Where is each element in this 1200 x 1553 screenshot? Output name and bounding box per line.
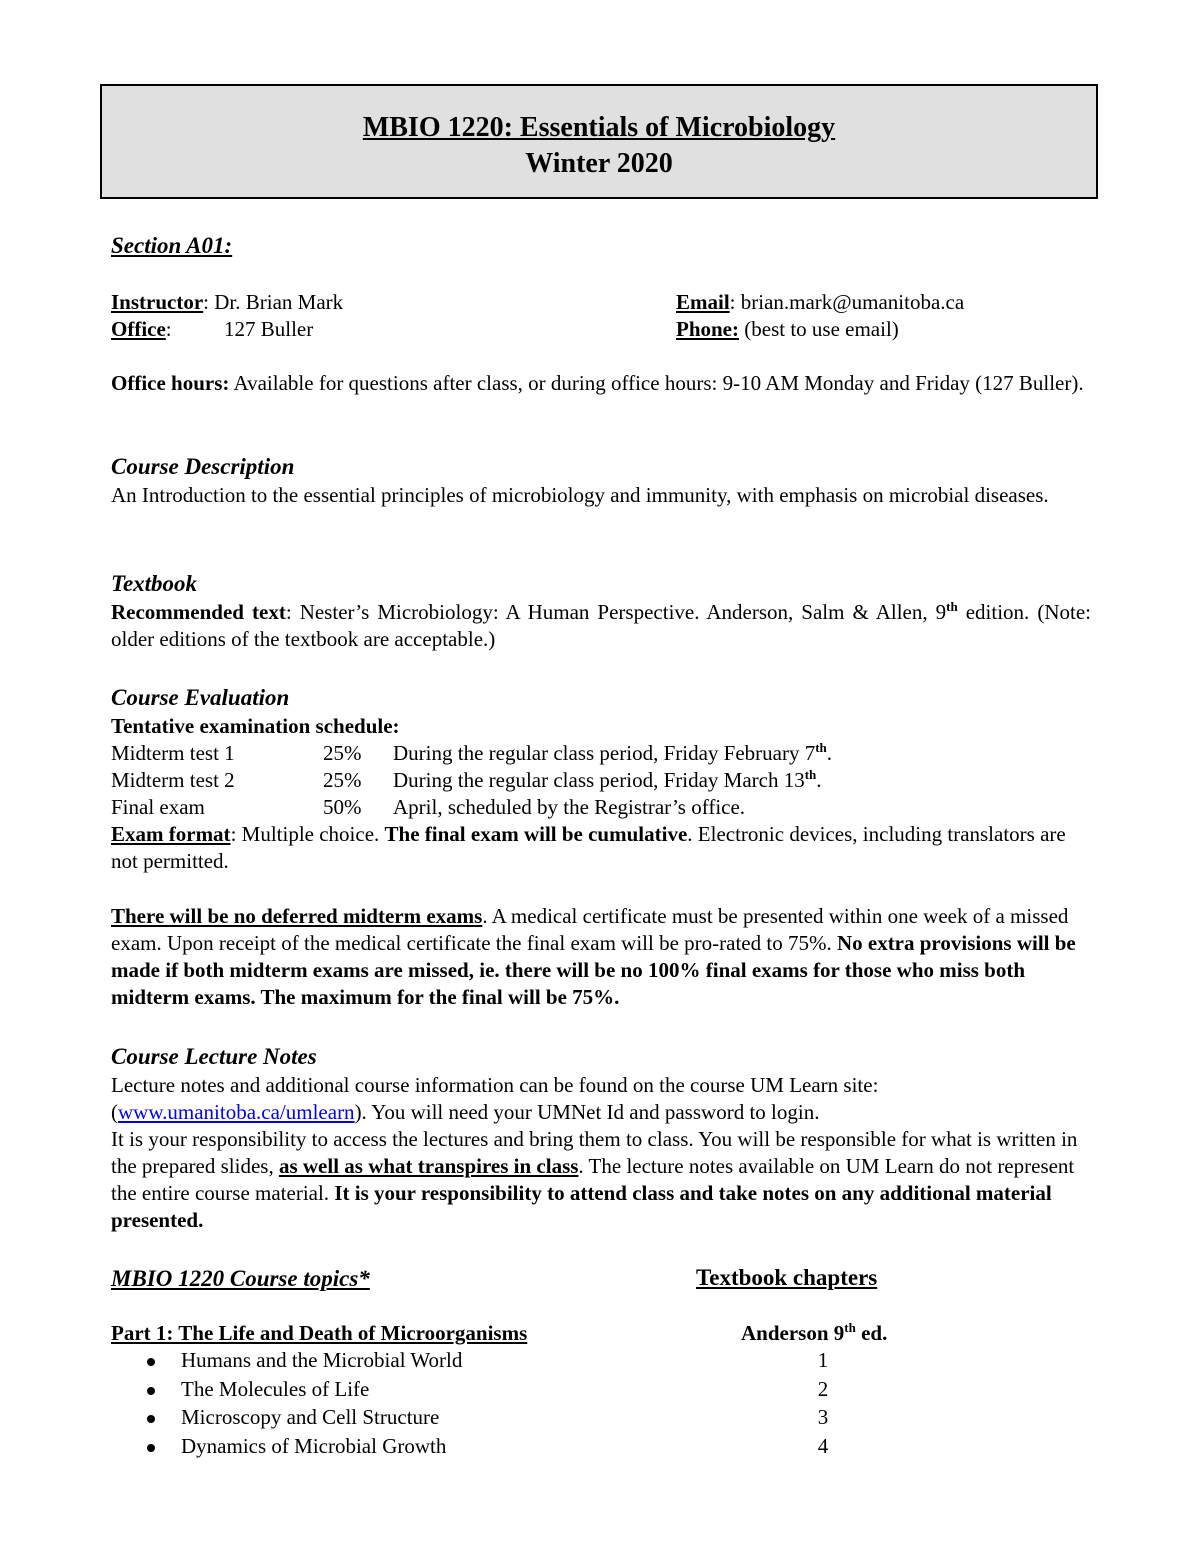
section-heading: Section A01:: [111, 233, 233, 258]
exam-desc-text: During the regular class period, Friday February 7: [393, 741, 816, 765]
edition-label: [741, 1320, 887, 1347]
exam-weight: 50%: [323, 795, 362, 819]
title-box: [100, 84, 1098, 199]
exam-desc: [393, 740, 832, 767]
lecture-notes-text3: It is your responsibility to access the lectures and bring them to class. You will be responsible for what is written in the prepared slides,: [111, 1127, 1078, 1178]
office-colon: :: [165, 317, 172, 341]
evaluation-heading: Course Evaluation: [111, 685, 290, 710]
chapters-heading: Textbook chapters: [696, 1265, 878, 1290]
lecture-notes: [111, 1042, 1091, 1234]
schedule-row: [111, 767, 1091, 794]
textbook-text: [111, 599, 1091, 653]
topic-label: Microscopy and Cell Structure: [181, 1405, 440, 1429]
lecture-notes-p2: [111, 1126, 1091, 1234]
description-text: An Introduction to the essential principles of microbiology and immunity, with emphasis on microbial diseases.: [111, 483, 1049, 507]
schedule-row: [111, 740, 1091, 767]
bullet-icon: [147, 1387, 155, 1395]
exam-desc-sup: th: [804, 767, 817, 782]
lecture-notes-emphasis: as well as what transpires in class: [278, 1154, 579, 1178]
contact-row-2: [111, 316, 1091, 343]
office-hours-text: Available for questions after class, or during office hours: 9-10 AM Monday and Friday (127 Buller).: [229, 371, 1084, 395]
exam-weight: 25%: [323, 768, 362, 792]
textbook-text-a: : Nester’s Microbiology: A Human Perspective. Anderson, Salm & Allen, 9: [285, 600, 947, 624]
topics-header: [111, 1264, 1091, 1294]
office-hours-label: Office hours:: [111, 371, 230, 395]
phone-label: Phone:: [676, 317, 739, 341]
topic-label: Dynamics of Microbial Growth: [181, 1433, 447, 1458]
email-value: : brian.mark@umanitoba.ca: [729, 290, 965, 314]
exam-desc-sup: th: [815, 740, 827, 755]
lecture-notes-text1: Lecture notes and additional course information can be found on the course UM Learn site: (: [111, 1073, 879, 1124]
bullet-icon: [147, 1444, 155, 1452]
topic-chapter: 4: [817, 1433, 829, 1458]
term-title: Winter 2020: [525, 148, 673, 179]
exam-desc-tail: .: [816, 768, 822, 792]
bullet-icon: [147, 1415, 155, 1423]
exam-name: Final exam: [111, 795, 205, 819]
deferred-exams: [111, 903, 1091, 1011]
lecture-notes-heading: Course Lecture Notes: [111, 1044, 317, 1069]
umlearn-link[interactable]: www.umanitoba.ca/umlearn: [118, 1100, 355, 1124]
topic-item: [111, 1376, 1091, 1405]
topic-item: [111, 1433, 1091, 1462]
topics-heading: MBIO 1220 Course topics*: [111, 1266, 370, 1291]
textbook: [111, 569, 1091, 653]
description-heading: Course Description: [111, 454, 295, 479]
exam-desc-tail: .: [826, 741, 833, 765]
part1-header: [111, 1320, 1091, 1347]
exam-desc: [393, 767, 822, 794]
exam-format-bold: The final exam will be cumulative: [384, 822, 688, 846]
exam-weight: 25%: [323, 741, 362, 765]
bullet-icon: [147, 1358, 155, 1366]
course-description: [111, 452, 1091, 509]
lecture-notes-p1: [111, 1072, 1091, 1126]
topic-chapter: 1: [817, 1348, 829, 1372]
office-value: 127 Buller: [224, 317, 314, 341]
lecture-notes-text2: ). You will need your UMNet Id and password to login.: [354, 1100, 820, 1124]
contact-row-1: [111, 289, 1091, 316]
topic-chapter: 3: [817, 1405, 829, 1429]
course-topics: [111, 1264, 1091, 1461]
edition-text-a: Anderson 9: [741, 1321, 845, 1345]
exam-desc-text: April, scheduled by the Registrar’s office.: [393, 795, 746, 819]
phone-value: (best to use email): [739, 317, 899, 341]
topic-item: [111, 1347, 1091, 1376]
deferred-bold: No extra provisions will be made if both midterm exams are missed, ie. there will be no 100% final exams for those who miss both midterm exams. The maximum for the final will be 75%.: [111, 931, 1076, 1009]
email-label: Email: [676, 290, 730, 314]
schedule-label: Tentative examination schedule:: [111, 714, 400, 738]
topic-item: [111, 1404, 1091, 1433]
course-title: MBIO 1220: Essentials of Microbiology: [362, 112, 836, 143]
textbook-heading: Textbook: [111, 571, 198, 596]
exam-name: Midterm test 1: [111, 741, 235, 765]
lecture-notes-text4: . The lecture notes available on UM Learn do not represent the entire course material.: [111, 1154, 1075, 1205]
lecture-notes-bold: It is your responsibility to attend class and take notes on any additional material presented.: [111, 1181, 1052, 1232]
edition-text-b: ed.: [855, 1321, 888, 1345]
edition-sup: th: [844, 1320, 856, 1335]
exam-name: Midterm test 2: [111, 768, 235, 792]
recommended-label: Recommended text: [111, 600, 286, 624]
exam-format-text1: : Multiple choice.: [230, 822, 385, 846]
exam-format-label: Exam format: [111, 822, 231, 846]
exam-desc-text: During the regular class period, Friday March 13: [393, 768, 805, 792]
topic-label: Humans and the Microbial World: [181, 1348, 463, 1372]
exam-format: [111, 821, 1091, 875]
deferred-text: . A medical certificate must be presented within one week of a missed exam. Upon receipt of the medical certificate the final exam will be pro-rated to 75%.: [111, 904, 1069, 955]
schedule-row: [111, 794, 1091, 821]
textbook-sup: th: [946, 599, 958, 614]
topic-chapter: 2: [817, 1376, 829, 1401]
exam-desc: [393, 794, 745, 821]
instructor-value: : Dr. Brian Mark: [203, 290, 344, 314]
office-hours: [111, 370, 1091, 397]
instructor-label: Instructor: [111, 290, 204, 314]
contact-block: [111, 289, 1091, 343]
textbook-text-b: edition. (Note: older editions of the textbook are acceptable.): [111, 600, 1091, 651]
part1-title: Part 1: The Life and Death of Microorganisms: [111, 1321, 528, 1345]
topic-label: The Molecules of Life: [181, 1376, 370, 1401]
course-evaluation: [111, 683, 1091, 875]
deferred-heading: There will be no deferred midterm exams: [111, 904, 483, 928]
exam-format-text2: . Electronic devices, including translators are not permitted.: [111, 822, 1066, 873]
office-label: Office: [111, 317, 166, 341]
